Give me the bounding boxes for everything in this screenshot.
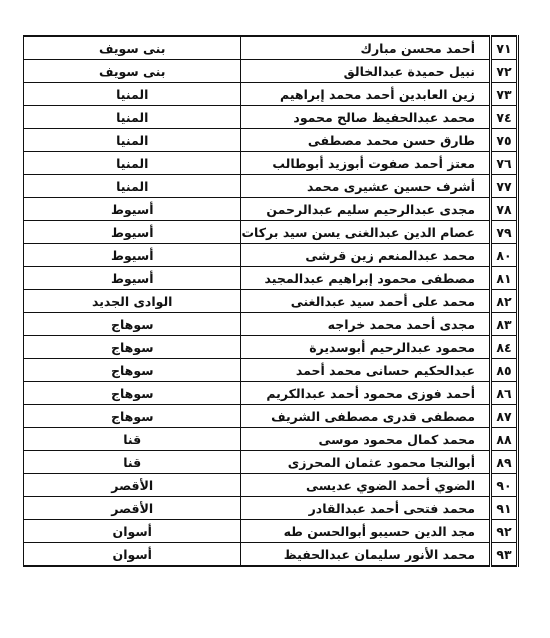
row-number: ٨٢ bbox=[491, 290, 518, 313]
person-name: طارق حسن محمد مصطفى bbox=[241, 129, 491, 152]
row-number: ٨٦ bbox=[491, 382, 518, 405]
governorate: بنى سويف bbox=[24, 60, 241, 83]
row-number: ٨٤ bbox=[491, 336, 518, 359]
person-name: أبوالنجا محمود عثمان المحرزى bbox=[241, 451, 491, 474]
row-number: ٧٥ bbox=[491, 129, 518, 152]
person-name: مجد الدين حسيبو أبوالحسن طه bbox=[241, 520, 491, 543]
table-row bbox=[24, 290, 518, 313]
row-number: ٧٤ bbox=[491, 106, 518, 129]
row-number: ٨٣ bbox=[491, 313, 518, 336]
table-row bbox=[24, 382, 518, 405]
governorate: الوادى الجديد bbox=[24, 290, 241, 313]
table-row bbox=[24, 474, 518, 497]
person-name: عبدالحكيم حسانى محمد أحمد bbox=[241, 359, 491, 382]
row-number: ٨٥ bbox=[491, 359, 518, 382]
governorate: سوهاج bbox=[24, 313, 241, 336]
person-name: مصطفى محمود إبراهيم عبدالمجيد bbox=[241, 267, 491, 290]
table-row bbox=[24, 336, 518, 359]
row-number: ٧٢ bbox=[491, 60, 518, 83]
person-name: محمد على أحمد سيد عبدالغنى bbox=[241, 290, 491, 313]
governorate: بنى سويف bbox=[24, 36, 241, 60]
table-row bbox=[24, 106, 518, 129]
governorate: سوهاج bbox=[24, 336, 241, 359]
governorate: قنا bbox=[24, 451, 241, 474]
governorate: سوهاج bbox=[24, 359, 241, 382]
governorate: أسيوط bbox=[24, 221, 241, 244]
table-row bbox=[24, 359, 518, 382]
table-row bbox=[24, 497, 518, 520]
person-name: مجدى أحمد محمد خراجه bbox=[241, 313, 491, 336]
names-table-body bbox=[24, 36, 518, 566]
table-row bbox=[24, 451, 518, 474]
person-name: أحمد محسن مبارك bbox=[241, 36, 491, 60]
governorate: المنيا bbox=[24, 129, 241, 152]
person-name: محمد فتحى أحمد عبدالقادر bbox=[241, 497, 491, 520]
table-row bbox=[24, 244, 518, 267]
governorate: سوهاج bbox=[24, 382, 241, 405]
person-name: محمد كمال محمود موسى bbox=[241, 428, 491, 451]
row-number: ٨٨ bbox=[491, 428, 518, 451]
governorate: الأقصر bbox=[24, 497, 241, 520]
row-number: ٩٠ bbox=[491, 474, 518, 497]
row-number: ٧٦ bbox=[491, 152, 518, 175]
row-number: ٧٩ bbox=[491, 221, 518, 244]
table-row bbox=[24, 83, 518, 106]
person-name: محمد الأنور سليمان عبدالحفيظ bbox=[241, 543, 491, 567]
person-name: زين العابدين أحمد محمد إبراهيم bbox=[241, 83, 491, 106]
row-number: ٨١ bbox=[491, 267, 518, 290]
table-row bbox=[24, 428, 518, 451]
governorate: قنا bbox=[24, 428, 241, 451]
person-name: محمد عبدالحفيظ صالح محمود bbox=[241, 106, 491, 129]
governorate: المنيا bbox=[24, 83, 241, 106]
row-number: ٧٧ bbox=[491, 175, 518, 198]
table-row bbox=[24, 198, 518, 221]
row-number: ٨٠ bbox=[491, 244, 518, 267]
governorate: أسيوط bbox=[24, 198, 241, 221]
person-name: عصام الدين عبدالغنى يسن سيد بركات bbox=[241, 221, 491, 244]
governorate: سوهاج bbox=[24, 405, 241, 428]
person-name: مصطفى قدرى مصطفى الشريف bbox=[241, 405, 491, 428]
person-name: أشرف حسين عشيرى محمد bbox=[241, 175, 491, 198]
row-number: ٩٣ bbox=[491, 543, 518, 567]
person-name: محمود عبدالرحيم أبوسديرة bbox=[241, 336, 491, 359]
table-row bbox=[24, 152, 518, 175]
row-number: ٩٢ bbox=[491, 520, 518, 543]
table-row bbox=[24, 36, 518, 60]
table-row bbox=[24, 313, 518, 336]
table-row bbox=[24, 405, 518, 428]
person-name: أحمد فوزى محمود أحمد عبدالكريم bbox=[241, 382, 491, 405]
governorate: أسوان bbox=[24, 520, 241, 543]
row-number: ٧٣ bbox=[491, 83, 518, 106]
governorate: المنيا bbox=[24, 152, 241, 175]
table-row bbox=[24, 60, 518, 83]
table-row bbox=[24, 543, 518, 567]
person-name: الضوي أحمد الضوي عديسى bbox=[241, 474, 491, 497]
person-name: مجدى عبدالرحيم سليم عبدالرحمن bbox=[241, 198, 491, 221]
table-row bbox=[24, 267, 518, 290]
row-number: ٩١ bbox=[491, 497, 518, 520]
row-number: ٨٩ bbox=[491, 451, 518, 474]
governorate: المنيا bbox=[24, 106, 241, 129]
governorate: الأقصر bbox=[24, 474, 241, 497]
governorate: أسوان bbox=[24, 543, 241, 567]
governorate: المنيا bbox=[24, 175, 241, 198]
governorate: أسيوط bbox=[24, 244, 241, 267]
governorate: أسيوط bbox=[24, 267, 241, 290]
person-name: معتز أحمد صفوت أبوزيد أبوطالب bbox=[241, 152, 491, 175]
row-number: ٧٨ bbox=[491, 198, 518, 221]
person-name: نبيل حميدة عبدالخالق bbox=[241, 60, 491, 83]
table-row bbox=[24, 129, 518, 152]
table-row bbox=[24, 221, 518, 244]
row-number: ٧١ bbox=[491, 36, 518, 60]
table-row bbox=[24, 520, 518, 543]
person-name: محمد عبدالمنعم زين قرشى bbox=[241, 244, 491, 267]
table-row bbox=[24, 175, 518, 198]
row-number: ٨٧ bbox=[491, 405, 518, 428]
names-table bbox=[23, 35, 519, 567]
